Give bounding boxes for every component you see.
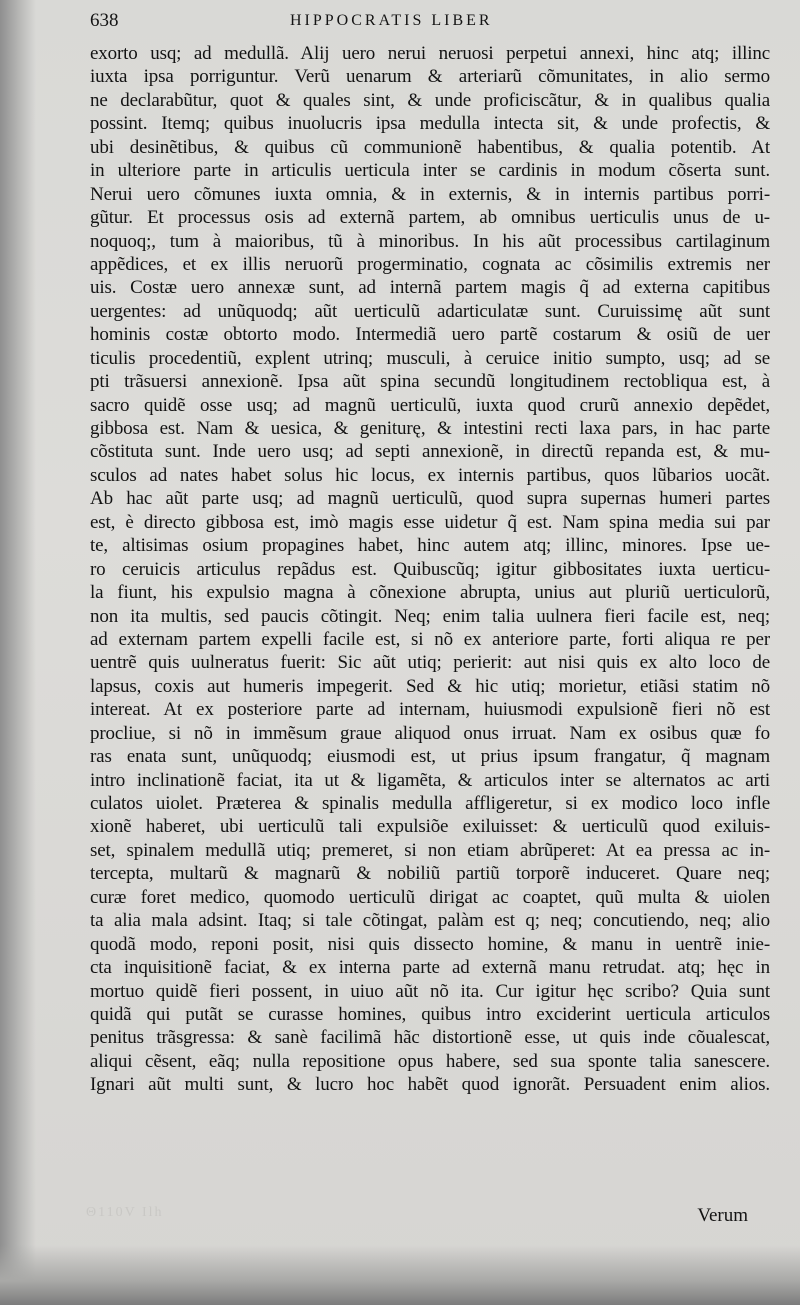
text-line: penitus trãsgressa: & sanè facilimã hãc distortionẽ esse, ut quis inde cõualescat, bbox=[90, 1027, 770, 1049]
text-line: uis. Costæ uero annexæ sunt, ad internã partem magis q̃ ad externa capitibus bbox=[90, 277, 770, 299]
text-line: noquoq;, tum à maioribus, tũ à minoribus. In his aũt processibus cartilaginum bbox=[90, 230, 770, 252]
page-gutter-shadow bbox=[0, 0, 36, 1305]
text-line: gibbosa est. Nam & uesica, & geniturę, & intestini recti laxa pars, in hac parte bbox=[90, 418, 770, 439]
text-line: ne declarabũtur, quot & quales sint, & unde proficiscãtur, & in qualibus qualia bbox=[90, 89, 770, 111]
text-line: appẽdices, et ex illis neruorũ progerminatio, cognata ac cõsimilis extremis ner bbox=[90, 253, 770, 275]
text-line: sacro quidẽ osse usq; ad magnũ uerticulũ, iuxta quod crurũ annexio depẽdet, bbox=[90, 394, 770, 416]
running-head bbox=[90, 10, 770, 36]
text-line: gũtur. Et processus osis ad externã partem, ab omnibus uerticulis unus de u- bbox=[90, 207, 770, 229]
text-line: ro ceruicis articulus repãdus est. Quibuscũq; igitur gibbositates iuxta uerticu- bbox=[90, 558, 770, 580]
text-line: Ab hac aũt parte usq; ad magnũ uerticulũ, quod supra supernas humeri partes bbox=[90, 488, 770, 510]
text-line: ubi desinẽtibus, & quibus cũ communionẽ habentibus, & qualia potentib. At bbox=[90, 136, 770, 158]
text-line: lapsus, coxis aut humeris impegerit. Sed & hic utiq; morietur, etiãsi statim nõ bbox=[90, 675, 770, 697]
page-bottom-shadow bbox=[0, 1245, 800, 1305]
text-line: la fiunt, his expulsio magna à cõnexione abrupta, unius aut pluriũ uerticulorũ, bbox=[90, 582, 770, 604]
text-line: ad externam partem expelli facile est, si nõ ex anteriore parte, forti aliqua re per bbox=[90, 628, 770, 650]
text-line: quodã modo, reponi posit, nisi quis dissecto homine, & manu in uentrẽ inie- bbox=[90, 933, 770, 955]
text-line: set, spinalem medullã utiq; premeret, si non etiam abrũperet: At ea pressa ac in- bbox=[90, 839, 770, 861]
text-line: culatos uiolet. Prӕterea & spinalis medulla affligeretur, si ex modico loco infle bbox=[90, 793, 770, 814]
text-line: ras enata sunt, unũquodq; eiusmodi est, ut prius ipsum frangatur, q̃ magnam bbox=[90, 746, 770, 768]
text-line: procliue, si nõ in immẽsum graue aliquod onus irruat. Nam ex osibus quæ fo bbox=[90, 722, 770, 744]
text-line: intereat. At ex posteriore parte ad internam, huiusmodi expulsionẽ fieri nõ est bbox=[90, 699, 770, 721]
text-line: te, altisimas osium propagines habet, hinc autem atq; illinc, minores. Ipse ue- bbox=[90, 535, 770, 557]
text-line: non ita multis, sed paucis cõtingit. Neq; enim talia uulnera fieri facile est, neq; bbox=[90, 605, 770, 627]
text-line: ta alia mala adsint. Itaq; si tale cõtingat, palàm est q; neq; concutiendo, neq; alio bbox=[90, 910, 770, 932]
text-line: aliqui cẽsent, eãq; nulla repositione opus habere, sed sua sponte talia sanescere. bbox=[90, 1050, 770, 1072]
text-line: ticulis procedentiũ, explent utrinq; musculi, à ceruice initio sumpto, usq; ad se bbox=[90, 347, 770, 369]
text-line: xionẽ haberet, ubi uerticulũ tali expulsiõe exiluisset: & uerticulũ quod exiluis- bbox=[90, 816, 770, 838]
text-line: intro inclinationẽ faciat, ita ut & ligamẽta, & articulos inter se alternatos ac arti bbox=[90, 769, 770, 791]
text-line: mortuo quidẽ fieri possent, in uiuo aũt nõ ita. Cur igitur hęc scribo? Quia sunt bbox=[90, 980, 770, 1002]
text-line: in ulteriore parte in articulis uerticula inter se cardinis in modum cõserta sunt. bbox=[90, 160, 770, 182]
text-line: curæ foret medico, quomodo uerticulũ dirigat ac coaptet, quũ multa & uiolen bbox=[90, 886, 770, 908]
text-line: Ignari aũt multi sunt, & lucro hoc habẽt quod ignorãt. Persuadent enim alios. bbox=[90, 1074, 770, 1096]
running-title: HIPPOCRATIS LIBER bbox=[290, 12, 493, 29]
catchword: Verum bbox=[697, 1205, 748, 1226]
main-text-block bbox=[90, 42, 770, 1097]
text-line: sculos ad nates habet solus hic locus, ex internis partibus, quos lũbarios uocãt. bbox=[90, 464, 770, 486]
text-line: possint. Itemq; quibus inuolucris ipsa medulla intecta sit, & unde profectis, & bbox=[90, 113, 770, 135]
text-line: iuxta ipsa porriguntur. Verũ uenarum & arteriarũ cõmunitates, in alio sermo bbox=[90, 66, 770, 88]
page-number: 638 bbox=[90, 10, 119, 31]
text-line: cõstituta sunt. Inde uero usq; ad septi annexionẽ, in directũ repanda est, & mu- bbox=[90, 441, 770, 463]
text-line: Nerui uero cõmunes iuxta omnia, & in externis, & in internis partibus porri- bbox=[90, 183, 770, 205]
text-line: cta inquisitionẽ faciat, & ex interna parte ad externã manu retrudat. atq; hęc in bbox=[90, 957, 770, 979]
text-line: hominis costæ obtorto modo. Intermediã uero partẽ costarum & osiũ de uer bbox=[90, 324, 770, 346]
text-line: uentrẽ quis uulneratus fuerit: Sic aũt utiq; perierit: aut nisi quis ex alto loco de bbox=[90, 652, 770, 674]
text-line: uergentes: ad unũquodq; aũt uerticulũ adarticulatæ sunt. Curuissimę aũt sunt bbox=[90, 300, 770, 322]
text-line: pti trãsuersi annexionẽ. Ipsa aũt spina secundũ longitudinem rectobliqua est, à bbox=[90, 371, 770, 393]
text-line: tercepta, multarũ & magnarũ & nobiliũ partiũ torporẽ induceret. Quare neq; bbox=[90, 863, 770, 885]
text-line: quidã qui putãt se curasse homines, quibus intro exciderint uerticula articulos bbox=[90, 1003, 770, 1025]
text-line: exorto usq; ad medullã. Alij uero nerui neruosi perpetui annexi, hinc atq; illinc bbox=[90, 43, 770, 64]
text-line: est, è directo gibbosa est, imò magis esse uidetur q̃ est. Nam spina media sui par bbox=[90, 511, 770, 533]
show-through-text: Θ110V Ilh bbox=[86, 1205, 164, 1220]
